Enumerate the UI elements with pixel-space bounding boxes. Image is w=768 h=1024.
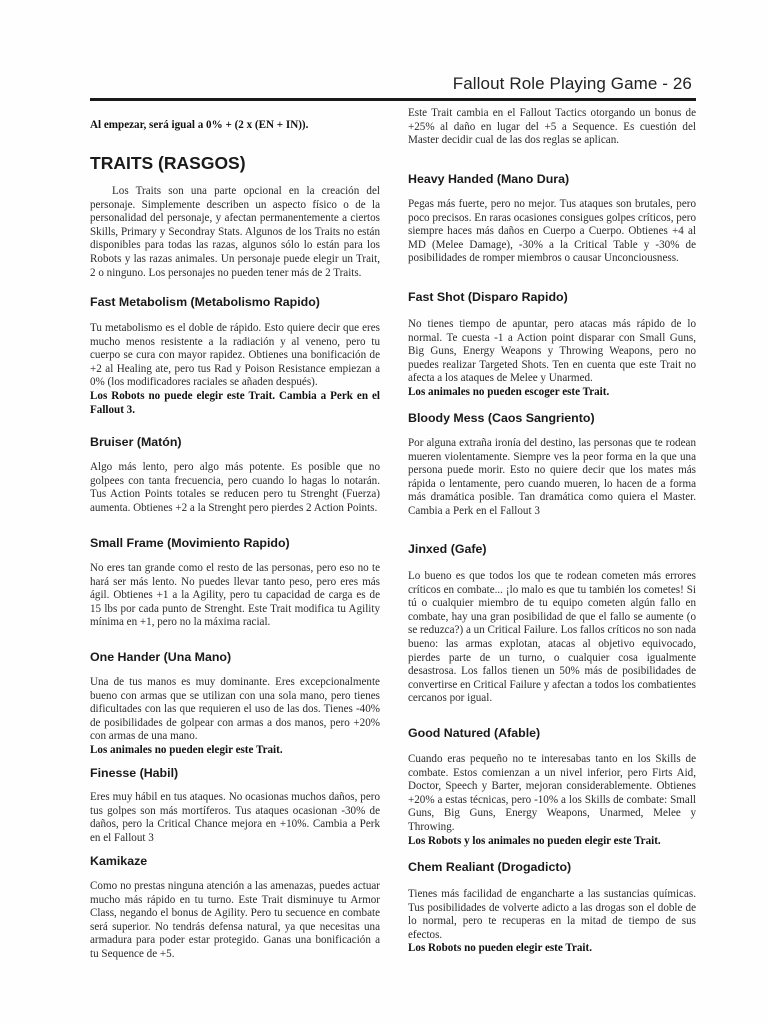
trait-title: Fast Metabolism (Metabolismo Rapido): [90, 295, 320, 309]
trait-title: Jinxed (Gafe): [408, 542, 487, 556]
trait-fast-shot-body: [408, 318, 696, 400]
trait-one-hander-body: [90, 676, 380, 758]
trait-body: Una de tus manos es muy dominante. Eres excepcionalmente bueno con armas que se utilizan con una sola mano, pero tienes dificultades con las que requieren el uso de las dos. Tienes -40% de posibilidades de golpear con armas a dos manos, pero +20% con armas de una mano.: [90, 676, 380, 743]
trait-title: Finesse (Habil): [90, 766, 179, 780]
trait-bloody-mess-body: [408, 437, 696, 519]
trait-good-natured-body: [408, 753, 696, 848]
trait-note: Los Robots no pueden elegir este Trait.: [408, 942, 592, 955]
trait-finesse: [90, 766, 380, 780]
trait-body: No eres tan grande como el resto de las personas, pero eso no te hará ser más lento. No puedes llevar tanto peso, pero eres más ágil. Obtienes +1 a la Agility, pero tu capacidad de carga es de 15 lbs por cada punto de Strenght. Este Trait modifica tu Agility mínima en +1, pero no la máxima racial.: [90, 562, 380, 629]
trait-small-frame: [90, 536, 380, 550]
trait-body: Tienes más facilidad de engancharte a las sustancias químicas. Tus posibilidades de volverte adicto a las drogas son el doble de lo normal, pero te recuperas en la mitad de tiempo de sus efectos.: [408, 888, 696, 941]
header-rule: [90, 98, 696, 101]
trait-good-natured: [408, 726, 696, 740]
trait-body: No tienes tiempo de apuntar, pero atacas más rápido de lo normal. Te cuesta -1 a Action point disparar con Small Guns, Big Guns, Energy Weapons y Throwing Weapons, pero no puedes realizar Targeted Shots. Ten en cuenta que este Trait no afecta a los ataques de Melee y Unarmed.: [408, 318, 696, 385]
trait-jinxed-body: [408, 570, 696, 706]
trait-chem-reliant-body: [408, 888, 696, 956]
section-intro: Los Traits son una parte opcional en la creación del personaje. Simplemente describen un aspecto físico o de la personalidad del personaje, y afectan permanentemente a ciertos Skills, Primary y Secondray Stats. Algunos de los Traits no están disponibles para todas las razas, algunos sólo lo están para los Robots y las razas animales. Un personaje puede elegir un Trait, 2 o ninguno. Los personajes no pueden tener más de 2 Traits.: [90, 185, 380, 279]
trait-note: Los Robots no puede elegir este Trait. Cambia a Perk en el Fallout 3.: [90, 389, 380, 416]
running-header: Fallout Role Playing Game - 26: [452, 74, 692, 93]
trait-title: Small Frame (Movimiento Rapido): [90, 536, 290, 550]
trait-heavy-handed: [408, 172, 696, 186]
trait-kamikaze-body: [90, 880, 380, 962]
trait-title: Good Natured (Afable): [408, 726, 541, 740]
trait-chem-reliant: [408, 860, 696, 874]
trait-title: Heavy Handed (Mano Dura): [408, 172, 570, 186]
trait-title: Bruiser (Matón): [90, 435, 182, 449]
trait-body: Como no prestas ninguna atención a las amenazas, puedes actuar mucho más rápido en tu turno. Este Trait disminuye tu Armor Class, negando el bonus de Agility. Pero tu secuence en combate será superior. No tendrás defensa natural, ya que necesitas una armadura para poder estar protegido. Ganas una bonificación a tu Sequence de +5.: [90, 880, 380, 960]
trait-title: Kamikaze: [90, 854, 148, 868]
trait-title: One Hander (Una Mano): [90, 650, 232, 664]
trait-bloody-mess: [408, 411, 696, 425]
trait-note: Los animales no pueden elegir este Trait.: [90, 743, 283, 756]
trait-body: Pegas más fuerte, pero no mejor. Tus ataques son brutales, pero poco precisos. En raras ocasiones consigues golpes críticos, pero siempre haces más daños en Cuerpo a Cuerpo. Obtienes +4 al MD (Melee Damage), -30% a la Critical Table y -30% de posibilidades de romper miembros o causar Unconciousness.: [408, 198, 696, 265]
trait-fast-shot: [408, 290, 696, 304]
trait-title: Bloody Mess (Caos Sangriento): [408, 411, 595, 425]
trait-body: Este Trait cambia en el Fallout Tactics otorgando un bonus de +25% al daño en lugar del +5 a Sequence. Es cuestión del Master decidir cual de las dos reglas se aplican.: [408, 107, 696, 147]
trait-heavy-handed-body: [408, 198, 696, 266]
trait-kamikaze: [90, 854, 380, 868]
trait-small-frame-body: [90, 562, 380, 630]
section-title: TRAITS (RASGOS): [90, 153, 246, 173]
trait-finesse-body: [90, 791, 380, 845]
traits-intro-block: [90, 185, 380, 280]
trait-one-hander: [90, 650, 380, 664]
trait-note: Los Robots y los animales no pueden elegir este Trait.: [408, 834, 661, 847]
trait-bruiser-body: [90, 461, 380, 515]
trait-jinxed: [408, 542, 696, 556]
trait-body: Algo más lento, pero algo más potente. Es posible que no golpees con tanta frecuencia, pero cuando lo hagas lo notarán. Tus Action Points totales se reducen pero tu Strenght (Fuerza) aumenta. Obtienes +2 a la Strenght pero pierdes 2 Action Points.: [90, 461, 380, 514]
trait-body: Lo bueno es que todos los que te rodean cometen más errores críticos en combate... ¡lo malo es que tu también los cometes! Si tú o cualquier miembro de tu equipo cometen algún fallo en combate, hay una gran posibilidad de que el fallo se aumente (o se reduzca?) a un Critical Failure. Los fallos críticos no son nada bueno: las armas explotan, atacas al objetivo equivocado, pierdes parte de un turno, o cualquier cosa igualmente desastrosa. Los fallos tienen un 50% más de posibilidades de convertirse en Critical Failure y afectan a todos los combatientes cercanos por igual.: [408, 570, 696, 705]
intro-block: [90, 119, 380, 133]
trait-title: Chem Realiant (Drogadicto): [408, 860, 572, 874]
intro-line: Al empezar, será igual a 0% + (2 x (EN + IN)).: [90, 119, 309, 131]
kamikaze-continued: [408, 107, 696, 148]
trait-fast-metabolism-body: [90, 322, 380, 417]
trait-body: Eres muy hábil en tus ataques. No ocasionas muchos daños, pero tus golpes son más mortíferos. Tus ataques ocasionan -30% de daños, pero la Critical Chance mejora en +10%. Cambia a Perk en el Fallout 3: [90, 791, 380, 844]
trait-bruiser: [90, 435, 380, 449]
trait-title: Fast Shot (Disparo Rapido): [408, 290, 568, 304]
trait-body: Cuando eras pequeño no te interesabas tanto en los Skills de combate. Estos comienzan a un nivel inferior, pero Firts Aid, Doctor, Speech y Barter, mejoran considerablemente. Obtienes +20% a estas técnicas, pero -10% a los Skills de combate: Small Guns, Big Guns, Energy Weapons, Unarmed, Melee y Throwing.: [408, 753, 696, 833]
trait-note: Los animales no pueden escoger este Trait.: [408, 385, 610, 398]
trait-body: Tu metabolismo es el doble de rápido. Esto quiere decir que eres mucho menos resistente a la radiación y al veneno, pero tu cuerpo se cura con mayor rapidez. Obtienes una bonificación de +2 al Healing ate, pero tus Rad y Poison Resistance empiezan a 0% (los modificadores raciales se añaden después).: [90, 322, 380, 389]
traits-section: [90, 153, 380, 174]
trait-fast-metabolism: [90, 295, 380, 309]
trait-body: Por alguna extraña ironía del destino, las personas que te rodean mueren violentamente. Siempre ves la peor forma en la que una persona puede morir. Esto no quiere decir que los mates más rápida o lentamente, pero cuando mueren, lo hacen de a forma más dramática posible. Tan dramática como quiera el Master. Cambia a Perk en el Fallout 3: [408, 437, 696, 517]
